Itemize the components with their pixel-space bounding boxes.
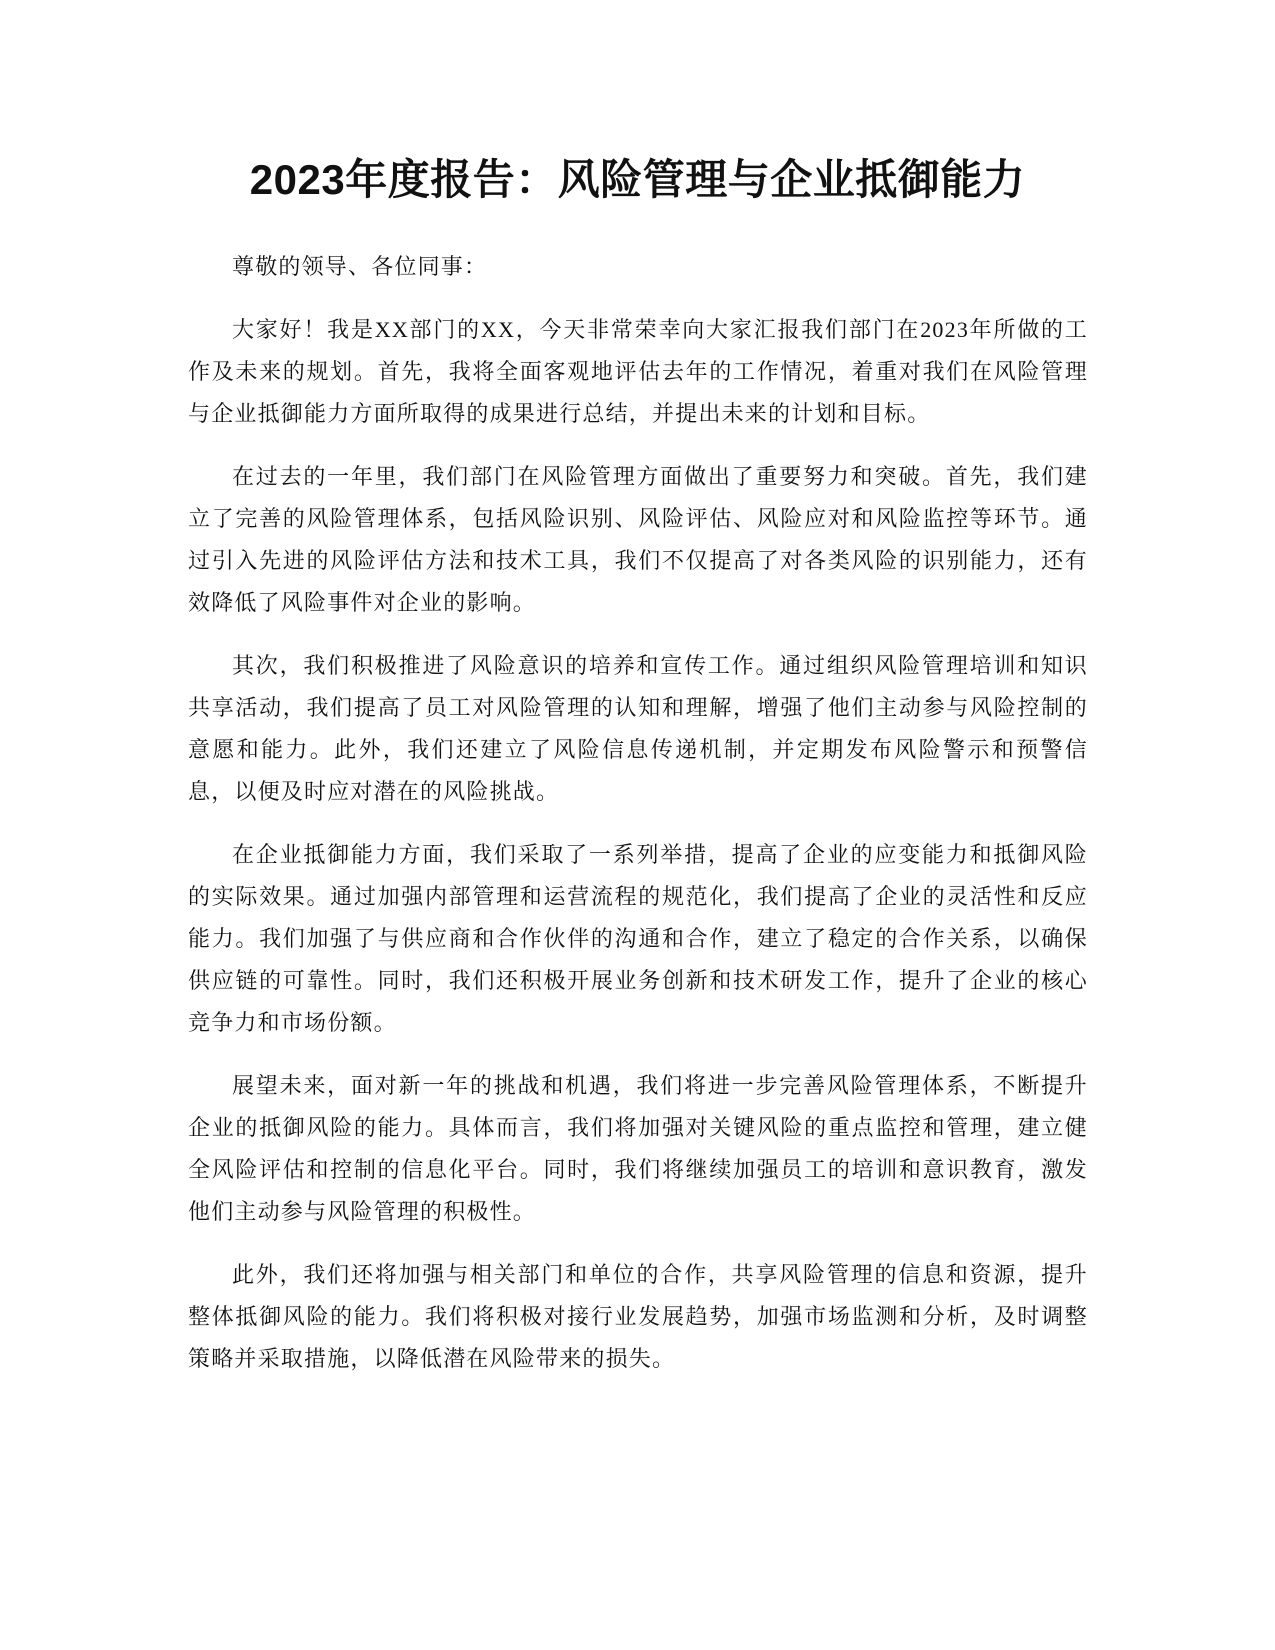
paragraph: 大家好！我是XX部门的XX，今天非常荣幸向大家汇报我们部门在2023年所做的工作及未来的规划。首先，我将全面客观地评估去年的工作情况，着重对我们在风险管理与企业抵御能力方面所取得的成果进行总结，并提出未来的计划和目标。 [188, 317, 1088, 426]
paragraph: 其次，我们积极推进了风险意识的培养和宣传工作。通过组织风险管理培训和知识共享活动，我们提高了员工对风险管理的认知和理解，增强了他们主动参与风险控制的意愿和能力。此外，我们还建立了风险信息传递机制，并定期发布风险警示和预警信息，以便及时应对潜在的风险挑战。 [188, 653, 1088, 804]
paragraph: 在过去的一年里，我们部门在风险管理方面做出了重要努力和突破。首先，我们建立了完善的风险管理体系，包括风险识别、风险评估、风险应对和风险监控等环节。通过引入先进的风险评估方法和技术工具，我们不仅提高了对各类风险的识别能力，还有效降低了风险事件对企业的影响。 [188, 464, 1088, 615]
paragraph: 在企业抵御能力方面，我们采取了一系列举措，提高了企业的应变能力和抵御风险的实际效果。通过加强内部管理和运营流程的规范化，我们提高了企业的灵活性和反应能力。我们加强了与供应商和合作伙伴的沟通和合作，建立了稳定的合作关系，以确保供应链的可靠性。同时，我们还积极开展业务创新和技术研发工作，提升了企业的核心竞争力和市场份额。 [188, 842, 1088, 1035]
salutation: 尊敬的领导、各位同事： [232, 254, 488, 279]
paragraph: 此外，我们还将加强与相关部门和单位的合作，共享风险管理的信息和资源，提升整体抵御风险的能力。我们将积极对接行业发展趋势，加强市场监测和分析，及时调整策略并采取措施，以降低潜在风险带来的损失。 [188, 1262, 1088, 1371]
document-body [188, 246, 1088, 1401]
paragraph: 展望未来，面对新一年的挑战和机遇，我们将进一步完善风险管理体系，不断提升企业的抵御风险的能力。具体而言，我们将加强对关键风险的重点监控和管理，建立健全风险评估和控制的信息化平台。同时，我们将继续加强员工的培训和意识教育，激发他们主动参与风险管理的积极性。 [188, 1073, 1088, 1224]
document-title: 2023年度报告：风险管理与企业抵御能力 [249, 156, 1026, 203]
